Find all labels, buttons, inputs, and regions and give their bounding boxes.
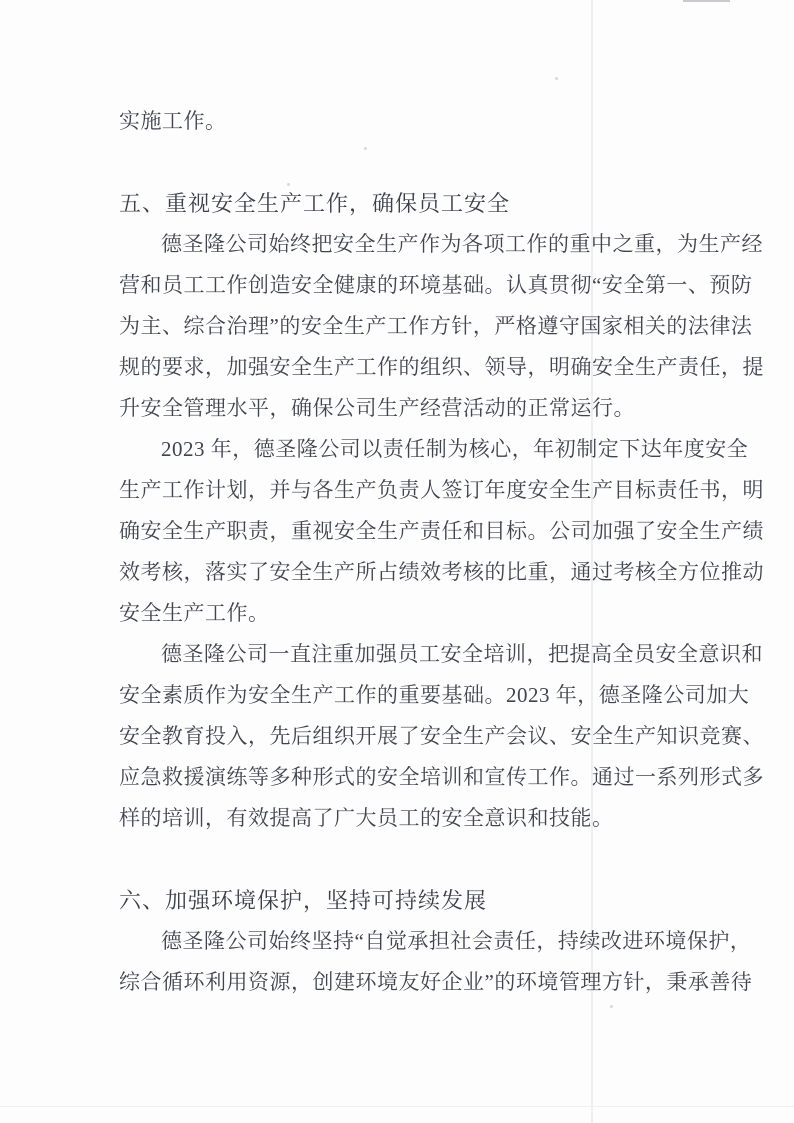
scan-top-smudge bbox=[683, 0, 730, 2]
text-line: 规的要求，加强安全生产工作的组织、领导，明确安全生产责任，提 bbox=[119, 355, 764, 379]
text-line: 样的培训，有效提高了广大员工的安全意识和技能。 bbox=[119, 806, 614, 830]
text-line: 升安全管理水平，确保公司生产经营活动的正常运行。 bbox=[119, 396, 635, 420]
text-line: 综合循环利用资源，创建环境友好企业”的环境管理方针，秉承善待 bbox=[119, 970, 753, 994]
section-heading: 六、加强环境保护，坚持可持续发展 bbox=[119, 888, 488, 913]
text-line: 2023 年，德圣隆公司以责任制为核心，年初制定下达年度安全 bbox=[161, 437, 749, 461]
text-line: 营和员工工作创造安全健康的环境基础。认真贯彻“安全第一、预防 bbox=[119, 273, 753, 297]
text-line: 应急救援演练等多种形式的安全培训和宣传工作。通过一系列形式多 bbox=[119, 765, 764, 789]
text-line: 安全素质作为安全生产工作的重要基础。2023 年，德圣隆公司加大 bbox=[119, 683, 750, 707]
text-line: 实施工作。 bbox=[119, 109, 227, 133]
scan-speck bbox=[610, 1005, 613, 1008]
text-line: 安全教育投入，先后组织开展了安全生产会议、安全生产知识竞赛、 bbox=[119, 724, 764, 748]
text-line: 德圣隆公司始终坚持“自觉承担社会责任，持续改进环境保护， bbox=[161, 929, 752, 953]
scan-bottom-edge-line bbox=[0, 1106, 794, 1107]
text-line: 德圣隆公司一直注重加强员工安全培训，把提高全员安全意识和 bbox=[161, 642, 763, 666]
paragraph bbox=[119, 224, 764, 429]
text-line: 确安全生产职责，重视安全生产责任和目标。公司加强了安全生产绩 bbox=[119, 519, 764, 543]
text-line: 德圣隆公司始终把安全生产作为各项工作的重中之重，为生产经 bbox=[161, 232, 763, 256]
section-heading: 五、重视安全生产工作，确保员工安全 bbox=[119, 191, 511, 216]
paragraph bbox=[119, 101, 680, 142]
scan-speck bbox=[555, 77, 558, 80]
paragraph bbox=[119, 921, 753, 1003]
text-line: 效考核，落实了安全生产所占绩效考核的比重，通过考核全方位推动 bbox=[119, 560, 764, 584]
text-line: 安全生产工作。 bbox=[119, 601, 270, 625]
text-line: 生产工作计划，并与各生产负责人签订年度安全生产目标责任书，明 bbox=[119, 478, 764, 502]
paragraph bbox=[119, 429, 764, 634]
paragraph bbox=[119, 634, 764, 839]
text-line: 为主、综合治理”的安全生产工作方针，严格遵守国家相关的法律法 bbox=[119, 314, 753, 338]
page-content bbox=[119, 101, 764, 1003]
